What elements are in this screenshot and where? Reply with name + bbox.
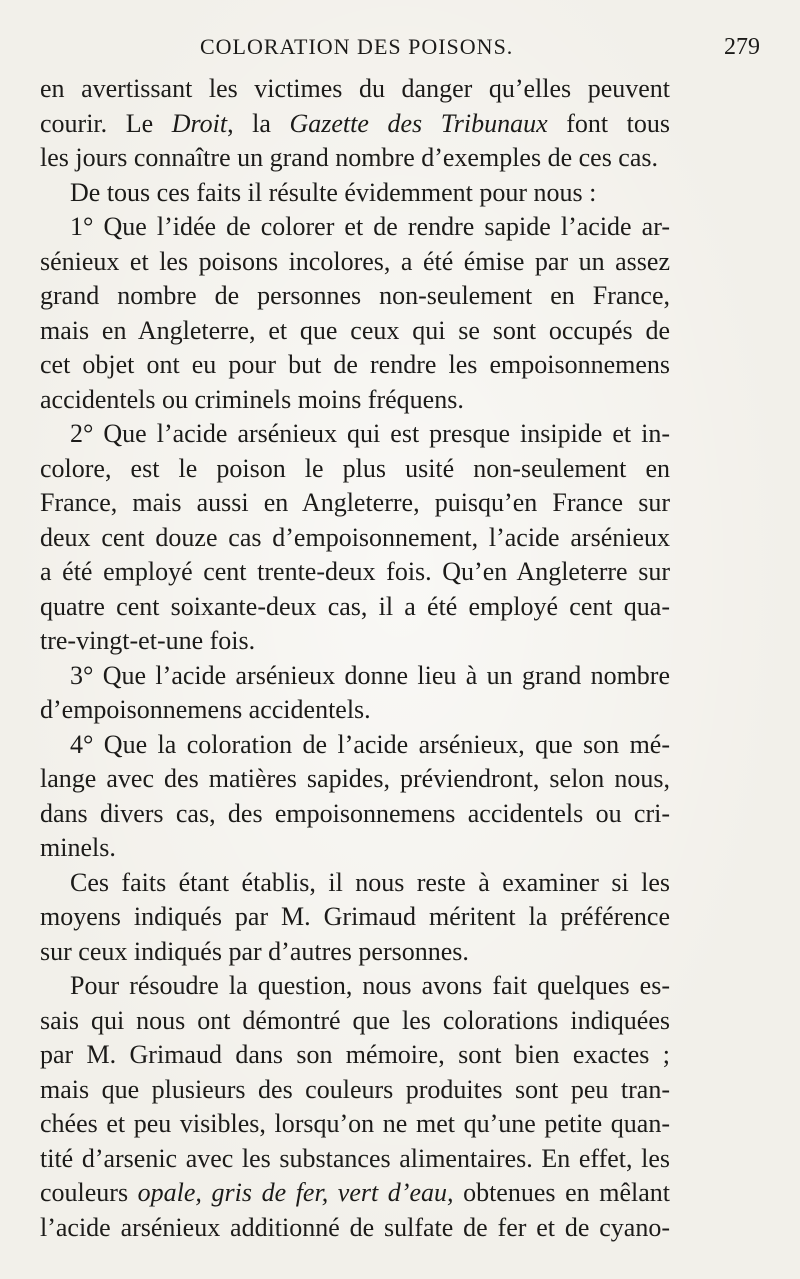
text-line — [40, 1038, 670, 1073]
text-line — [40, 279, 670, 314]
text-line — [40, 348, 670, 383]
text-line — [40, 417, 670, 452]
text-line — [40, 1176, 670, 1211]
text-line — [40, 210, 670, 245]
text-segment: a été employé cent trente-deux fois. Qu’en Angleterre sur — [40, 557, 670, 586]
text-line — [40, 1004, 670, 1039]
text-line — [40, 831, 670, 866]
text-segment: lange avec des matières sapides, préviendront, selon nous, — [40, 764, 670, 793]
text-segment: moyens indiqués par M. Grimaud méritent la préférence — [40, 902, 670, 931]
text-segment: De tous ces faits il résulte évidemment pour nous : — [70, 177, 597, 207]
text-segment: 2° Que l’acide arsénieux qui est presque insipide et in- — [70, 419, 670, 448]
text-segment: Pour résoudre la question, nous avons fait quelques es- — [70, 971, 670, 1000]
text-segment: tité d’arsenic avec les substances alimentaires. En effet, les — [40, 1143, 670, 1173]
text-segment: 4° Que la coloration de l’acide arsénieux, que son mé- — [70, 729, 670, 759]
text-line — [40, 797, 670, 832]
italic-text: Gazette des Tribunaux — [289, 108, 548, 138]
text-line — [40, 521, 670, 556]
text-segment: mais que plusieurs des couleurs produites sont peu tran- — [40, 1074, 670, 1104]
text-line — [40, 762, 670, 797]
text-segment: quatre cent soixante-deux cas, il a été employé cent qua- — [40, 591, 670, 621]
text-line — [40, 452, 670, 487]
text-line — [40, 728, 670, 763]
text-segment: accidentels ou criminels moins fréquens. — [40, 384, 464, 414]
text-line — [40, 176, 670, 211]
text-segment: par M. Grimaud dans son mémoire, sont bien exactes ; — [40, 1040, 670, 1069]
text-segment: l’acide arsénieux additionné de sulfate de fer et de cyano- — [40, 1212, 670, 1242]
text-line — [40, 1142, 670, 1177]
text-line — [40, 245, 670, 280]
text-segment: en avertissant les victimes du danger qu’elles peuvent — [40, 74, 670, 103]
text-line — [40, 314, 670, 349]
running-head — [40, 30, 760, 66]
text-line — [40, 107, 670, 142]
italic-text: opale, gris de fer, vert d’eau, — [137, 1178, 454, 1207]
italic-text: Droit — [171, 108, 228, 138]
text-segment: couleurs — [40, 1178, 138, 1207]
text-segment: 3° Que l’acide arsénieux donne lieu à un grand nombre — [70, 660, 670, 690]
page-number: 279 — [724, 34, 760, 60]
text-segment: 1° Que l’idée de colorer et de rendre sapide l’acide ar- — [70, 212, 670, 241]
text-line — [40, 1073, 670, 1108]
text-line — [40, 866, 670, 901]
text-line — [40, 659, 670, 694]
text-line — [40, 590, 670, 625]
text-segment: colore, est le poison le plus usité non-seulement en — [40, 453, 670, 483]
text-line — [40, 624, 670, 659]
text-segment: d’empoisonnemens accidentels. — [40, 695, 371, 724]
text-line — [40, 1211, 670, 1246]
text-line — [40, 935, 670, 970]
text-segment: , la — [227, 108, 290, 138]
text-segment: France, mais aussi en Angleterre, puisqu’en France sur — [40, 488, 670, 517]
text-segment: sur ceux indiqués par d’autres personnes. — [40, 936, 469, 966]
text-segment: font tous — [547, 108, 670, 138]
text-segment: sénieux et les poisons incolores, a été émise par un assez — [40, 246, 670, 276]
text-segment: Ces faits étant établis, il nous reste à examiner si les — [70, 867, 670, 897]
text-segment: les jours connaître un grand nombre d’exemples de ces cas. — [40, 143, 659, 172]
text-segment: sais qui nous ont démontré que les colorations indiquées — [40, 1005, 670, 1035]
text-segment: mais en Angleterre, et que ceux qui se sont occupés de — [40, 315, 670, 345]
text-line — [40, 141, 670, 176]
text-segment: chées et peu visibles, lorsqu’on ne met qu’une petite quan- — [40, 1109, 670, 1138]
text-segment: minels. — [40, 833, 116, 862]
text-segment: dans divers cas, des empoisonnemens accidentels ou cri- — [40, 798, 670, 828]
body-text — [40, 72, 670, 1245]
text-line — [40, 1107, 670, 1142]
text-segment: cet objet ont eu pour but de rendre les empoisonnemens — [40, 350, 670, 379]
text-segment: tre-vingt-et-une fois. — [40, 626, 256, 655]
text-line — [40, 383, 670, 418]
text-segment: grand nombre de personnes non-seulement en France, — [40, 281, 670, 310]
text-segment: deux cent douze cas d’empoisonnement, l’acide arsénieux — [40, 522, 670, 552]
text-segment: obtenues en mêlant — [453, 1178, 670, 1207]
text-line — [40, 900, 670, 935]
running-title: COLORATION DES POISONS. — [200, 34, 514, 59]
text-line — [40, 969, 670, 1004]
text-line — [40, 555, 670, 590]
text-line — [40, 693, 670, 728]
text-line — [40, 486, 670, 521]
text-line — [40, 72, 670, 107]
text-segment: courir. Le — [40, 108, 172, 138]
